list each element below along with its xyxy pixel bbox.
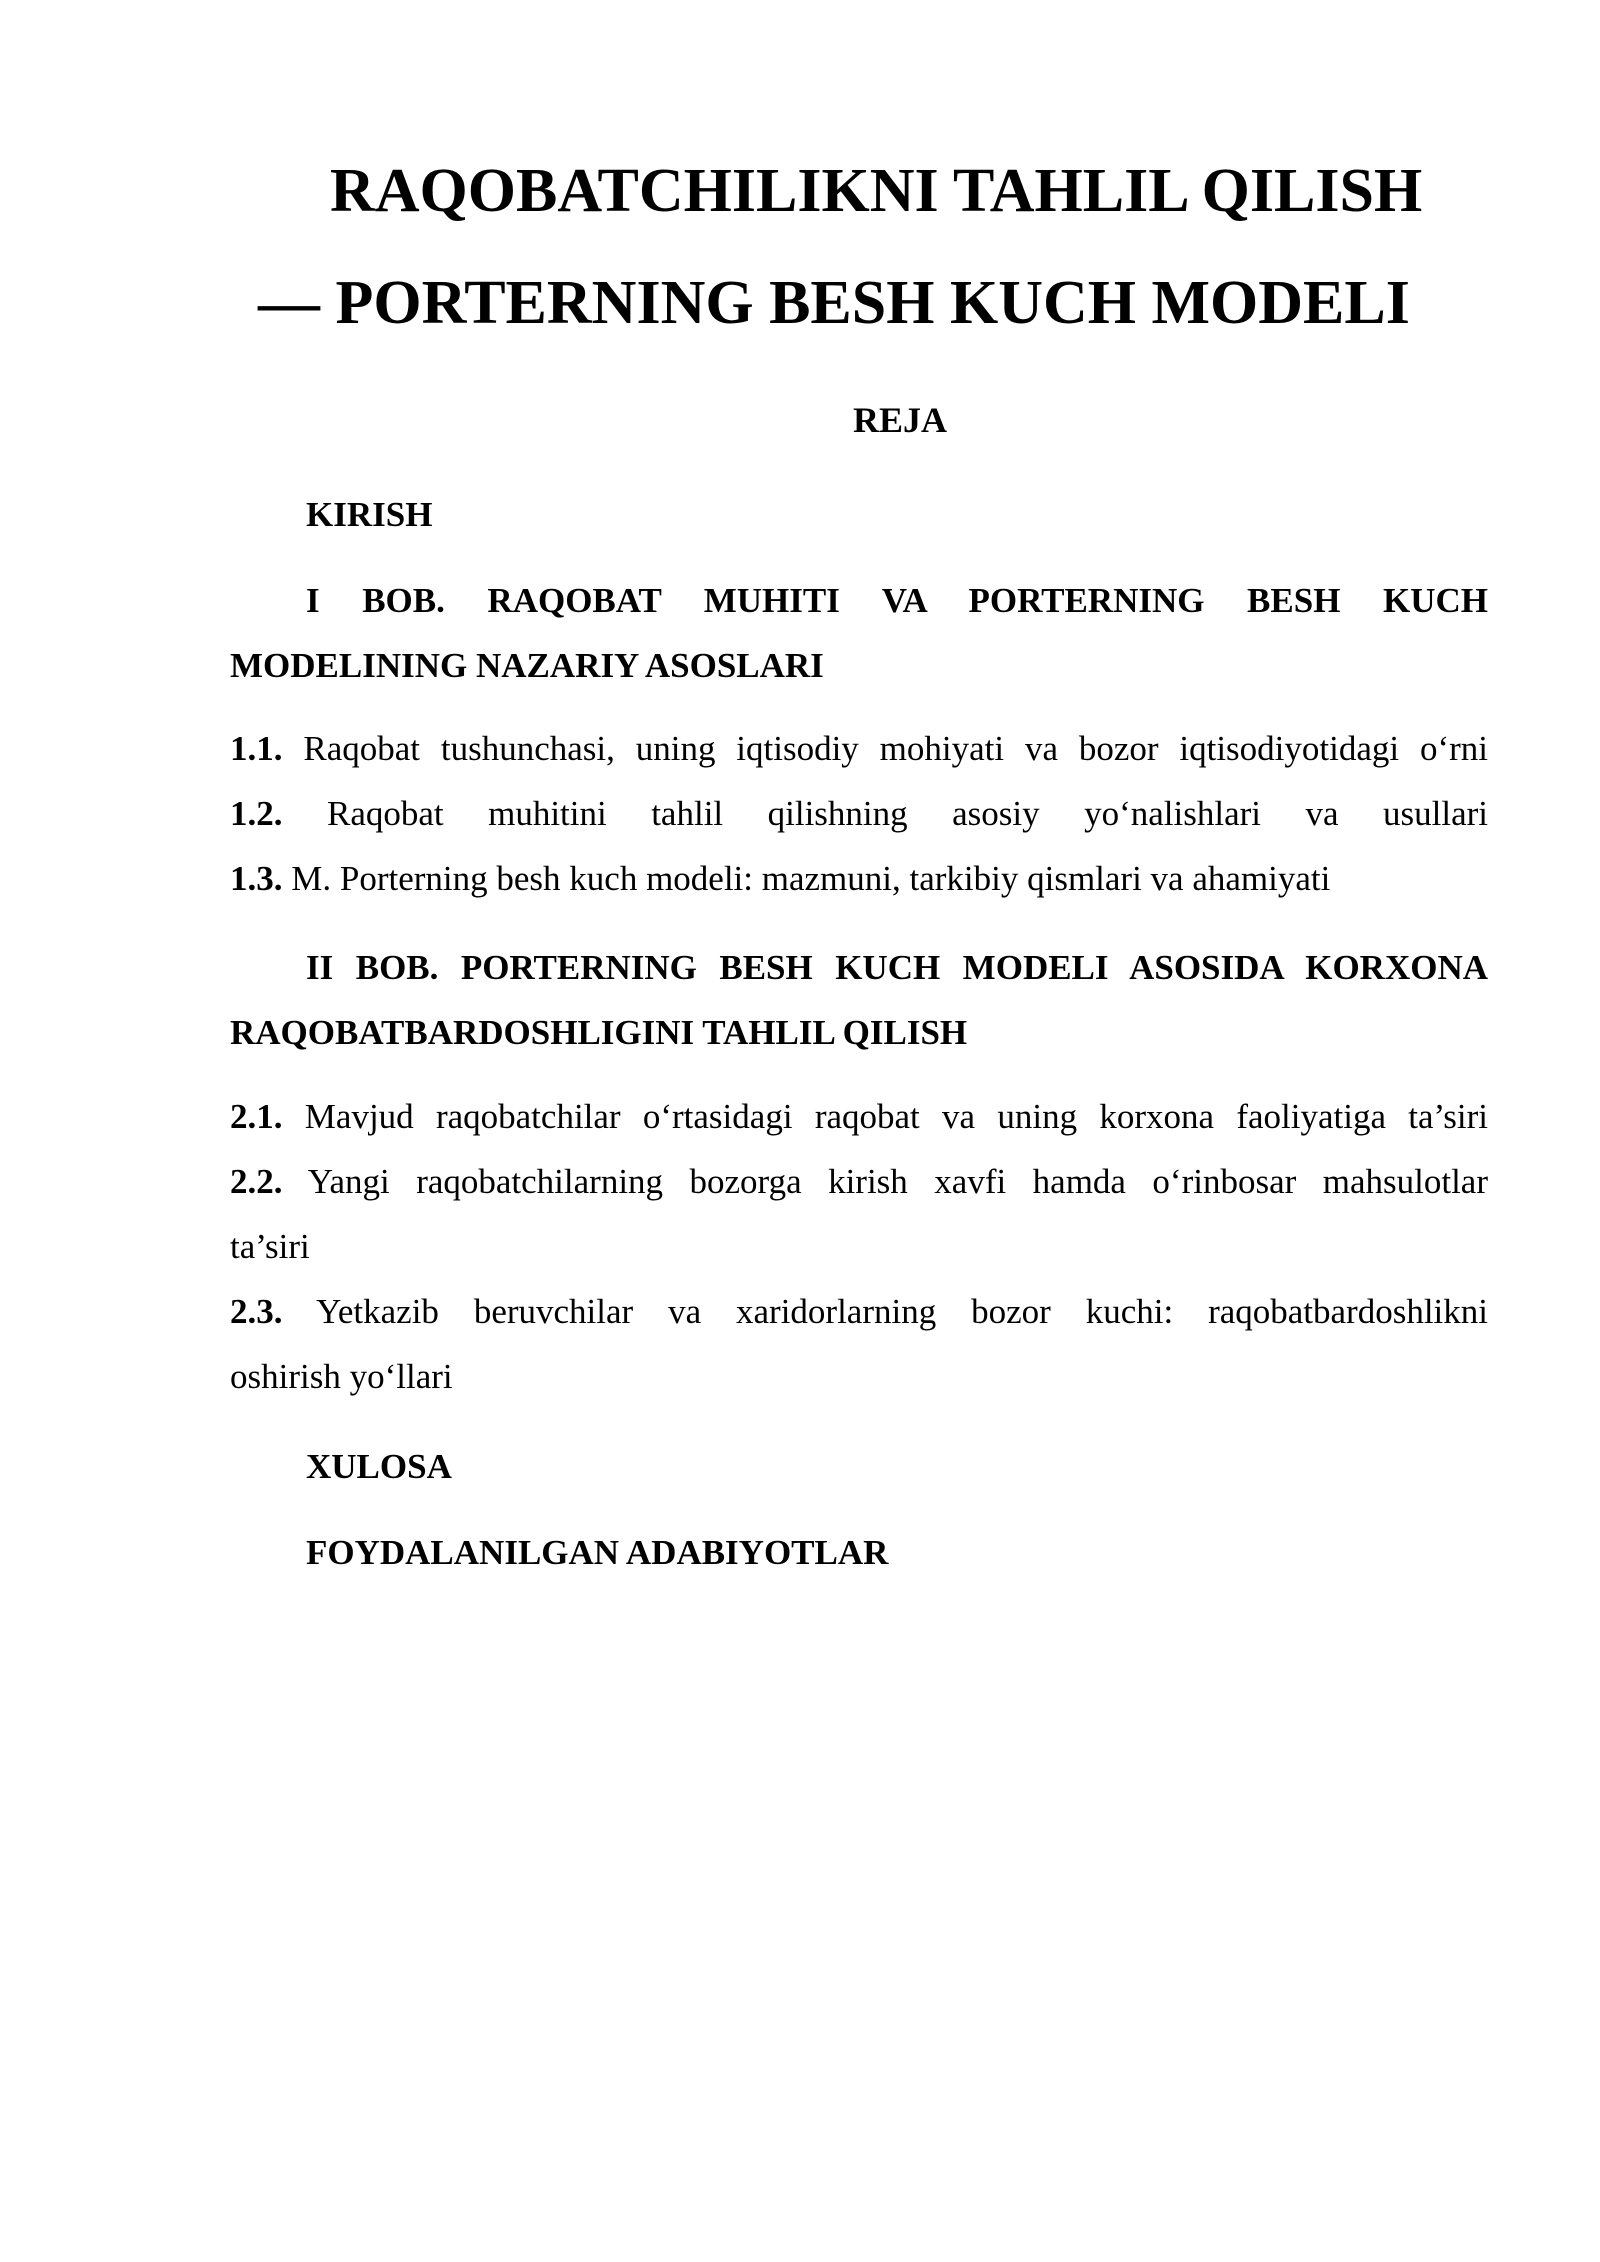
item-text: M. Porterning besh kuch modeli: mazmuni, tarkibiy qismlari va ahamiyati [291, 859, 1331, 898]
item-number: 1.2. [230, 794, 283, 833]
item-number: 2.1. [230, 1097, 283, 1136]
references-label: FOYDALANILGAN ADABIYOTLAR [306, 1533, 889, 1572]
item-number: 1.3. [230, 859, 283, 898]
conclusion-heading [230, 1434, 1488, 1499]
item-number: 1.1. [230, 729, 283, 768]
intro-label: KIRISH [306, 495, 433, 534]
chapter2-items [230, 1084, 1488, 1409]
chapter2-heading-line-1: II BOB. PORTERNING BESH KUCH MODELI ASOSIDA KORXONA [306, 948, 1488, 987]
list-item [230, 1149, 1488, 1214]
item-text: Yetkazib beruvchilar va xaridorlarning bozor kuchi: raqobatbardoshlikni [316, 1292, 1489, 1331]
item-text: Raqobat tushunchasi, uning iqtisodiy mohiyati va bozor iqtisodiyotidagi o‘rni [303, 729, 1488, 768]
chapter1-items [230, 716, 1488, 911]
item-text: Raqobat muhitini tahlil qilishning asosiy yo‘nalishlari va usullari [326, 794, 1488, 833]
item-text: Yangi raqobatchilarning bozorga kirish xavfi hamda o‘rinbosar mahsulotlar [307, 1162, 1488, 1201]
list-item-continuation: oshirish yo‘llari [230, 1357, 453, 1396]
chapter2-heading-line-2: RAQOBATBARDOSHLIGINI TAHLIL QILISH [230, 1013, 968, 1052]
list-item [230, 716, 1488, 781]
item-number: 2.2. [230, 1162, 283, 1201]
document-title-line-1: RAQOBATCHILIKNI TAHLIL QILISH [330, 157, 1423, 225]
item-text: Mavjud raqobatchilar o‘rtasidagi raqobat va uning korxona faoliyatiga ta’siri [304, 1097, 1489, 1136]
chapter1-heading-line-2: MODELINING NAZARIY ASOSLARI [230, 646, 824, 685]
list-item [230, 846, 1488, 911]
chapter1-heading [230, 568, 1488, 698]
intro-heading [230, 482, 1488, 547]
chapter2-heading [230, 935, 1488, 1065]
document-title-line-2: — PORTERNING BESH KUCH MODELI [258, 269, 1410, 337]
list-item-continuation: ta’siri [230, 1227, 310, 1266]
conclusion-label: XULOSA [306, 1447, 452, 1486]
chapter1-heading-line-1: I BOB. RAQOBAT MUHITI VA PORTERNING BESH KUCH [306, 581, 1488, 620]
list-item [230, 1279, 1488, 1344]
item-number: 2.3. [230, 1292, 283, 1331]
list-item [230, 1084, 1488, 1149]
list-item [230, 781, 1488, 846]
plan-heading: REJA [852, 400, 947, 440]
references-heading [230, 1520, 1488, 1585]
